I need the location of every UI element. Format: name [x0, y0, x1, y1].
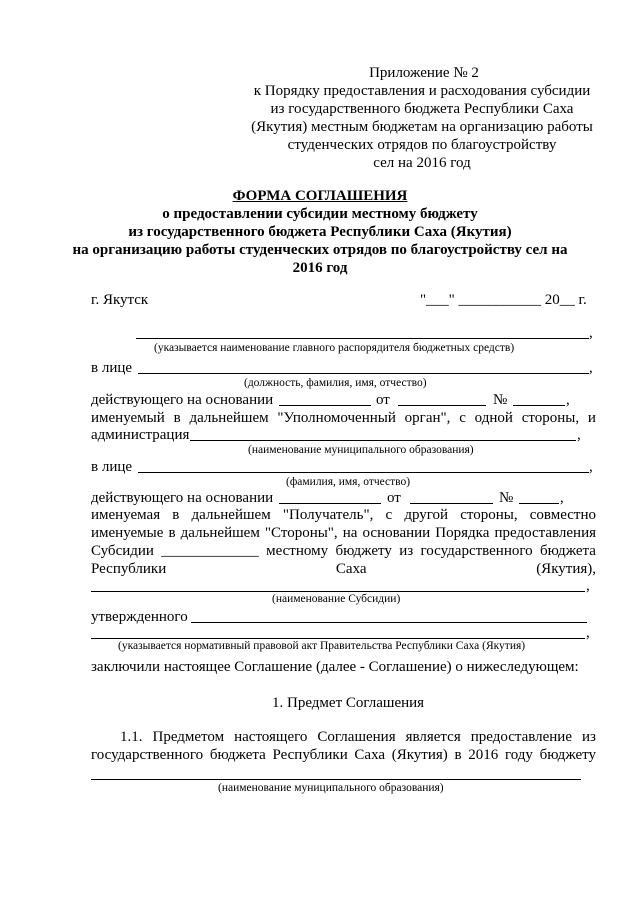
number-field[interactable] [513, 405, 565, 406]
document-page: Приложение № 2 к Порядку предоставления и расходования субсидии из государственного бюджета Республики Саха (Якутия) местным бюджетам на организацию работы студенческих отрядов по благоустройству сел на 2016 год ФОРМА СОГЛАШЕНИЯ о предоставлении субсидии местному бюджету из государственного бюджета Республики Саха (Якутия) на организацию работы студенческих отрядов по благоустройству сел на 2016 год г. Якутск "___" ___________ 20__ г. , (указывается наименование главного распорядителя бюджетных средств) в лице , (должность, фамилия, имя, отчество) действующего на основании от № , именуемый в дальнейшем "Уполномоченный орган", с одной стороны, и администрация , (наименование муниципального образования) в лице , (фамилия, имя, отчество) действующего на основании от № , именуемая в дальнейшем "Получатель", с другой стороны, совместно именуемые в дальнейшем "Стороны", на основании Порядка предоставления Субсидии _____________ местному бюджету из государственного бюджета Республики Саха (Якутия), , (наименование Субсидии) утвержденного , (указывается нормативный правовой акт Правительства Республики Саха (Якутия) заключили настоящее Соглашение (далее - Соглашение) о нижеследующем: 1. Предмет Соглашения 1.1. Предметом настоящего Соглашения является предоставление из государственного бюджета Республики Саха (Якутия) в 2016 году бюджету (наименование муниципального образования) [0, 0, 640, 905]
act-field[interactable] [91, 638, 585, 639]
official-field[interactable] [138, 373, 589, 374]
appendix-line: сел на 2016 год [373, 155, 471, 171]
named-line-2: именуемая в дальнейшем "Получатель", с другой стороны, совместно [91, 507, 596, 523]
heading-line: из государственного бюджета Республики Саха (Якутия) [128, 224, 512, 240]
hint-act: (указывается нормативный правовой акт Правительства Республики Саха (Якутия) [118, 640, 526, 652]
subsidy-name-field[interactable] [91, 591, 585, 592]
section-title: 1. Предмет Соглашения [272, 695, 425, 711]
appendix-line: студенческих отрядов по благоустройству [287, 137, 557, 153]
appendix-line: к Порядку предоставления и расходования субсидии [253, 83, 591, 99]
heading-line: о предоставлении субсидии местному бюджету [162, 206, 478, 222]
concluded-text: заключили настоящее Соглашение (далее - Соглашение) о нижеследующем: [91, 659, 579, 675]
v-litse-label: в лице [91, 360, 133, 376]
named-line-1: именуемый в дальнейшем "Уполномоченный орган", с одной стороны, и [91, 410, 596, 426]
number-field[interactable] [519, 503, 559, 504]
appendix-line: (Якутия) местным бюджетам на организацию работы [251, 119, 593, 135]
hint-municipality: (наименование муниципального образования) [218, 782, 444, 794]
administration-field[interactable] [190, 440, 576, 441]
city: г. Якутск [91, 292, 149, 308]
number-sign: № [493, 392, 508, 408]
approved-label: утвержденного [91, 609, 188, 625]
v-litse-label: в лице [91, 459, 133, 475]
republic-line: Республики Саха (Якутия), [91, 561, 596, 577]
head-field[interactable] [138, 472, 589, 473]
heading-line: на организацию работы студенческих отрядов по благоустройству сел на [72, 242, 568, 258]
hint-subsidy: (наименование Субсидии) [272, 593, 401, 605]
form-title: ФОРМА СОГЛАШЕНИЯ [232, 188, 408, 204]
appendix-title: Приложение № 2 [369, 65, 479, 81]
ot-label: от [376, 392, 390, 408]
date-field[interactable] [410, 503, 493, 504]
section-1-line-2: государственного бюджета Республики Саха (Якутия) в 2016 году бюджету [91, 747, 596, 763]
administration-label: администрация [91, 427, 190, 443]
approved-field[interactable] [191, 622, 587, 623]
appendix-line: из государственного бюджета Республики Саха [270, 101, 574, 117]
acting-label: действующего на основании [91, 490, 274, 506]
number-sign: № [499, 490, 514, 506]
basis-field[interactable] [279, 503, 381, 504]
ot-label: от [387, 490, 401, 506]
heading-line: 2016 год [292, 260, 348, 276]
section-1-line-1: 1.1. Предметом настоящего Соглашения является предоставление из [120, 729, 596, 745]
municipality-budget-field[interactable] [91, 779, 581, 780]
basis-field[interactable] [279, 405, 371, 406]
grbs-field[interactable] [136, 338, 589, 339]
hint-position: (должность, фамилия, имя, отчество) [244, 377, 427, 389]
parties-line: именуемые в дальнейшем "Стороны", на основании Порядка предоставления [91, 525, 596, 541]
date-placeholder: "___" ___________ 20__ г. [420, 292, 587, 308]
hint-fio: (фамилия, имя, отчество) [286, 476, 411, 488]
acting-label: действующего на основании [91, 392, 274, 408]
hint-municipality: (наименование муниципального образования) [248, 444, 474, 456]
hint-grbs: (указывается наименование главного распорядителя бюджетных средств) [154, 342, 515, 354]
date-field[interactable] [398, 405, 486, 406]
subsidy-line: Субсидии _____________ местному бюджету из государственного бюджета [91, 543, 596, 559]
